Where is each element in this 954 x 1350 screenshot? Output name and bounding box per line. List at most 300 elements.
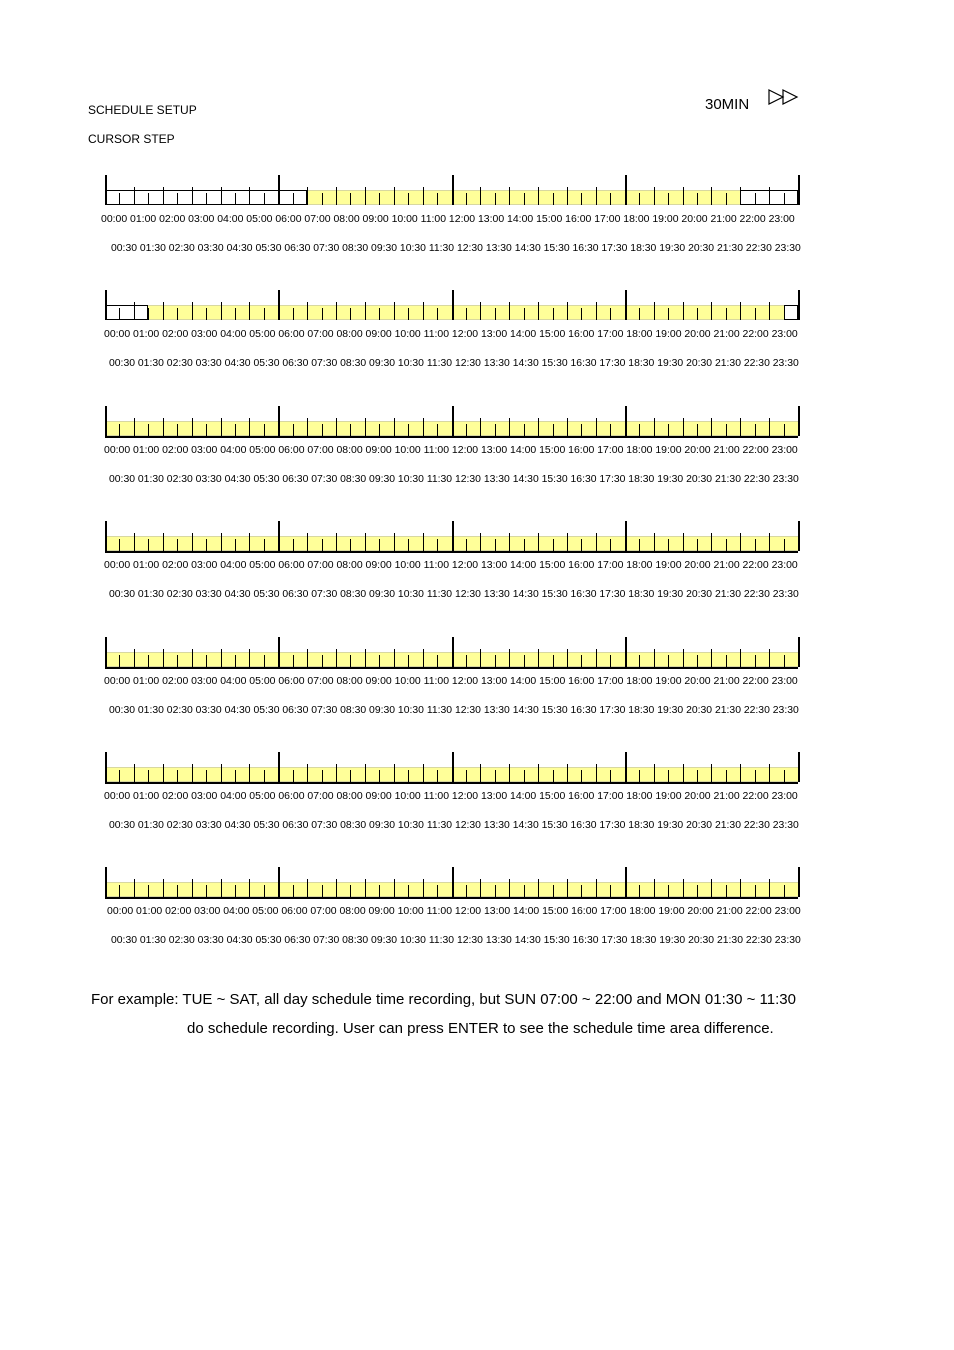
time-slot[interactable] [307, 767, 321, 782]
time-slot[interactable] [105, 882, 119, 897]
schedule-track[interactable] [105, 867, 798, 899]
time-slot[interactable] [365, 882, 379, 897]
time-slot[interactable] [711, 652, 725, 667]
time-slot[interactable] [163, 882, 177, 897]
time-slot[interactable] [668, 767, 682, 782]
time-slot[interactable] [711, 421, 725, 436]
time-slot[interactable] [726, 882, 740, 897]
time-slot[interactable] [495, 767, 509, 782]
time-slot[interactable] [625, 190, 639, 205]
time-slot[interactable] [683, 882, 697, 897]
time-slot[interactable] [683, 305, 697, 320]
time-slot[interactable] [755, 536, 769, 551]
time-slot[interactable] [148, 421, 162, 436]
time-slot[interactable] [163, 421, 177, 436]
time-slot[interactable] [740, 767, 754, 782]
time-slot[interactable] [336, 421, 350, 436]
time-slot[interactable] [726, 305, 740, 320]
time-slot[interactable] [336, 305, 350, 320]
time-slot[interactable] [538, 652, 552, 667]
time-slot[interactable] [625, 882, 639, 897]
time-slot[interactable] [466, 190, 480, 205]
time-slot[interactable] [553, 882, 567, 897]
time-slot[interactable] [163, 767, 177, 782]
time-slot[interactable] [581, 652, 595, 667]
time-slot[interactable] [581, 190, 595, 205]
time-slot[interactable] [365, 190, 379, 205]
time-slot[interactable] [538, 882, 552, 897]
time-slot[interactable] [278, 767, 292, 782]
time-slot[interactable] [350, 305, 364, 320]
time-slot[interactable] [639, 882, 653, 897]
time-slot[interactable] [509, 767, 523, 782]
time-slot[interactable] [610, 421, 624, 436]
time-slot[interactable] [206, 421, 220, 436]
time-slot[interactable] [581, 882, 595, 897]
time-slot[interactable] [567, 536, 581, 551]
time-slot[interactable] [134, 652, 148, 667]
time-slot[interactable] [350, 421, 364, 436]
time-slot[interactable] [394, 536, 408, 551]
time-slot[interactable] [206, 767, 220, 782]
time-slot[interactable] [581, 421, 595, 436]
time-slot[interactable] [249, 305, 263, 320]
time-slot[interactable] [567, 652, 581, 667]
time-slot[interactable] [437, 652, 451, 667]
time-slot[interactable] [423, 652, 437, 667]
time-slot[interactable] [755, 652, 769, 667]
time-slot[interactable] [755, 882, 769, 897]
time-slot[interactable] [596, 536, 610, 551]
time-slot[interactable] [755, 421, 769, 436]
time-slot[interactable] [683, 190, 697, 205]
time-slot[interactable] [784, 652, 798, 667]
time-slot[interactable] [119, 536, 133, 551]
time-slot[interactable] [293, 767, 307, 782]
time-slot[interactable] [509, 305, 523, 320]
time-slot[interactable] [163, 536, 177, 551]
time-slot[interactable] [278, 652, 292, 667]
time-slot[interactable] [119, 652, 133, 667]
time-slot[interactable] [423, 421, 437, 436]
time-slot[interactable] [466, 652, 480, 667]
time-slot[interactable] [509, 421, 523, 436]
time-slot[interactable] [336, 882, 350, 897]
time-slot[interactable] [524, 652, 538, 667]
time-slot[interactable] [495, 652, 509, 667]
time-slot[interactable] [740, 652, 754, 667]
time-slot[interactable] [683, 652, 697, 667]
time-slot[interactable] [206, 536, 220, 551]
time-slot[interactable] [524, 305, 538, 320]
time-slot[interactable] [105, 536, 119, 551]
time-slot[interactable] [697, 652, 711, 667]
time-slot[interactable] [408, 882, 422, 897]
time-slot[interactable] [235, 652, 249, 667]
time-slot[interactable] [408, 190, 422, 205]
time-slot[interactable] [755, 767, 769, 782]
time-slot[interactable] [177, 421, 191, 436]
time-slot[interactable] [452, 882, 466, 897]
time-slot[interactable] [654, 190, 668, 205]
time-slot[interactable] [625, 767, 639, 782]
schedule-track[interactable] [105, 521, 798, 553]
time-slot[interactable] [452, 421, 466, 436]
time-slot[interactable] [408, 305, 422, 320]
time-slot[interactable] [134, 882, 148, 897]
time-slot[interactable] [683, 767, 697, 782]
time-slot[interactable] [553, 652, 567, 667]
time-slot[interactable] [177, 305, 191, 320]
time-slot[interactable] [264, 767, 278, 782]
time-slot[interactable] [423, 767, 437, 782]
time-slot[interactable] [437, 882, 451, 897]
time-slot[interactable] [336, 536, 350, 551]
time-slot[interactable] [221, 767, 235, 782]
time-slot[interactable] [726, 536, 740, 551]
time-slot[interactable] [654, 536, 668, 551]
time-slot[interactable] [610, 536, 624, 551]
time-slot[interactable] [278, 882, 292, 897]
time-slot[interactable] [495, 190, 509, 205]
time-slot[interactable] [177, 882, 191, 897]
time-slot[interactable] [206, 305, 220, 320]
time-slot[interactable] [379, 421, 393, 436]
time-slot[interactable] [293, 882, 307, 897]
time-slot[interactable] [278, 421, 292, 436]
time-slot[interactable] [322, 421, 336, 436]
time-slot[interactable] [394, 767, 408, 782]
time-slot[interactable] [509, 652, 523, 667]
time-slot[interactable] [480, 767, 494, 782]
schedule-track[interactable] [105, 175, 798, 207]
time-slot[interactable] [668, 305, 682, 320]
time-slot[interactable] [755, 305, 769, 320]
time-slot[interactable] [148, 767, 162, 782]
time-slot[interactable] [553, 421, 567, 436]
cursor-step-value[interactable]: 30MIN [705, 96, 750, 113]
time-slot[interactable] [350, 767, 364, 782]
time-slot[interactable] [610, 190, 624, 205]
time-slot[interactable] [524, 190, 538, 205]
time-slot[interactable] [322, 767, 336, 782]
time-slot[interactable] [654, 767, 668, 782]
time-slot[interactable] [235, 767, 249, 782]
time-slot[interactable] [221, 882, 235, 897]
time-slot[interactable] [553, 305, 567, 320]
time-slot[interactable] [625, 305, 639, 320]
time-slot[interactable] [596, 882, 610, 897]
time-slot[interactable] [538, 767, 552, 782]
time-slot[interactable] [509, 536, 523, 551]
time-slot[interactable] [452, 536, 466, 551]
time-slot[interactable] [379, 536, 393, 551]
time-slot[interactable] [784, 536, 798, 551]
time-slot[interactable] [480, 305, 494, 320]
time-slot[interactable] [452, 652, 466, 667]
time-slot[interactable] [307, 882, 321, 897]
time-slot[interactable] [784, 882, 798, 897]
time-slot[interactable] [221, 421, 235, 436]
time-slot[interactable] [452, 767, 466, 782]
time-slot[interactable] [567, 882, 581, 897]
time-slot[interactable] [524, 536, 538, 551]
time-slot[interactable] [740, 882, 754, 897]
time-slot[interactable] [697, 421, 711, 436]
time-slot[interactable] [192, 767, 206, 782]
time-slot[interactable] [654, 652, 668, 667]
time-slot[interactable] [784, 767, 798, 782]
time-slot[interactable] [350, 882, 364, 897]
time-slot[interactable] [524, 421, 538, 436]
time-slot[interactable] [119, 882, 133, 897]
time-slot[interactable] [784, 421, 798, 436]
time-slot[interactable] [480, 536, 494, 551]
time-slot[interactable] [235, 421, 249, 436]
time-slot[interactable] [524, 767, 538, 782]
time-slot[interactable] [466, 536, 480, 551]
schedule-track[interactable] [105, 752, 798, 784]
time-slot[interactable] [350, 190, 364, 205]
time-slot[interactable] [293, 305, 307, 320]
time-slot[interactable] [365, 767, 379, 782]
time-slot[interactable] [423, 882, 437, 897]
time-slot[interactable] [740, 536, 754, 551]
time-slot[interactable] [668, 882, 682, 897]
time-slot[interactable] [596, 767, 610, 782]
time-slot[interactable] [509, 882, 523, 897]
time-slot[interactable] [567, 190, 581, 205]
time-slot[interactable] [639, 652, 653, 667]
time-slot[interactable] [322, 305, 336, 320]
time-slot[interactable] [336, 190, 350, 205]
time-slot[interactable] [293, 421, 307, 436]
time-slot[interactable] [553, 536, 567, 551]
time-slot[interactable] [119, 767, 133, 782]
time-slot[interactable] [119, 421, 133, 436]
time-slot[interactable] [437, 305, 451, 320]
time-slot[interactable] [221, 305, 235, 320]
time-slot[interactable] [495, 421, 509, 436]
time-slot[interactable] [711, 882, 725, 897]
time-slot[interactable] [683, 421, 697, 436]
time-slot[interactable] [408, 421, 422, 436]
time-slot[interactable] [423, 536, 437, 551]
time-slot[interactable] [235, 882, 249, 897]
time-slot[interactable] [596, 652, 610, 667]
time-slot[interactable] [697, 305, 711, 320]
time-slot[interactable] [610, 767, 624, 782]
time-slot[interactable] [769, 652, 783, 667]
time-slot[interactable] [394, 652, 408, 667]
time-slot[interactable] [437, 190, 451, 205]
time-slot[interactable] [567, 767, 581, 782]
time-slot[interactable] [192, 652, 206, 667]
time-slot[interactable] [134, 536, 148, 551]
time-slot[interactable] [711, 190, 725, 205]
time-slot[interactable] [553, 190, 567, 205]
time-slot[interactable] [509, 190, 523, 205]
time-slot[interactable] [726, 421, 740, 436]
time-slot[interactable] [480, 190, 494, 205]
time-slot[interactable] [264, 536, 278, 551]
time-slot[interactable] [105, 652, 119, 667]
time-slot[interactable] [221, 652, 235, 667]
time-slot[interactable] [654, 305, 668, 320]
time-slot[interactable] [235, 536, 249, 551]
time-slot[interactable] [466, 882, 480, 897]
time-slot[interactable] [581, 536, 595, 551]
time-slot[interactable] [293, 536, 307, 551]
schedule-track[interactable] [105, 290, 798, 322]
time-slot[interactable] [639, 305, 653, 320]
time-slot[interactable] [711, 536, 725, 551]
time-slot[interactable] [365, 305, 379, 320]
time-slot[interactable] [221, 536, 235, 551]
time-slot[interactable] [538, 421, 552, 436]
time-slot[interactable] [163, 652, 177, 667]
time-slot[interactable] [480, 652, 494, 667]
time-slot[interactable] [379, 882, 393, 897]
time-slot[interactable] [192, 882, 206, 897]
time-slot[interactable] [726, 652, 740, 667]
time-slot[interactable] [264, 305, 278, 320]
time-slot[interactable] [307, 421, 321, 436]
time-slot[interactable] [307, 190, 321, 205]
time-slot[interactable] [423, 190, 437, 205]
time-slot[interactable] [668, 652, 682, 667]
time-slot[interactable] [322, 882, 336, 897]
time-slot[interactable] [177, 652, 191, 667]
time-slot[interactable] [235, 305, 249, 320]
time-slot[interactable] [769, 305, 783, 320]
time-slot[interactable] [740, 421, 754, 436]
time-slot[interactable] [134, 421, 148, 436]
time-slot[interactable] [625, 536, 639, 551]
time-slot[interactable] [249, 536, 263, 551]
time-slot[interactable] [437, 421, 451, 436]
time-slot[interactable] [480, 421, 494, 436]
time-slot[interactable] [134, 767, 148, 782]
time-slot[interactable] [307, 536, 321, 551]
time-slot[interactable] [495, 305, 509, 320]
time-slot[interactable] [726, 190, 740, 205]
time-slot[interactable] [437, 767, 451, 782]
time-slot[interactable] [668, 190, 682, 205]
time-slot[interactable] [639, 767, 653, 782]
time-slot[interactable] [711, 767, 725, 782]
time-slot[interactable] [148, 305, 162, 320]
time-slot[interactable] [307, 652, 321, 667]
time-slot[interactable] [610, 882, 624, 897]
time-slot[interactable] [105, 421, 119, 436]
time-slot[interactable] [307, 305, 321, 320]
time-slot[interactable] [740, 305, 754, 320]
time-slot[interactable] [726, 767, 740, 782]
time-slot[interactable] [610, 652, 624, 667]
time-slot[interactable] [639, 421, 653, 436]
time-slot[interactable] [322, 652, 336, 667]
time-slot[interactable] [423, 305, 437, 320]
time-slot[interactable] [264, 882, 278, 897]
time-slot[interactable] [249, 421, 263, 436]
time-slot[interactable] [264, 652, 278, 667]
fast-forward-icon[interactable] [767, 88, 801, 106]
time-slot[interactable] [639, 190, 653, 205]
time-slot[interactable] [596, 190, 610, 205]
time-slot[interactable] [466, 305, 480, 320]
time-slot[interactable] [163, 305, 177, 320]
time-slot[interactable] [379, 305, 393, 320]
time-slot[interactable] [668, 421, 682, 436]
time-slot[interactable] [379, 652, 393, 667]
time-slot[interactable] [336, 767, 350, 782]
time-slot[interactable] [379, 767, 393, 782]
time-slot[interactable] [365, 536, 379, 551]
time-slot[interactable] [581, 767, 595, 782]
time-slot[interactable] [495, 882, 509, 897]
time-slot[interactable] [148, 652, 162, 667]
time-slot[interactable] [697, 190, 711, 205]
time-slot[interactable] [322, 536, 336, 551]
time-slot[interactable] [495, 536, 509, 551]
time-slot[interactable] [466, 767, 480, 782]
time-slot[interactable] [394, 421, 408, 436]
time-slot[interactable] [408, 536, 422, 551]
time-slot[interactable] [192, 421, 206, 436]
time-slot[interactable] [452, 190, 466, 205]
time-slot[interactable] [769, 421, 783, 436]
time-slot[interactable] [567, 305, 581, 320]
time-slot[interactable] [148, 536, 162, 551]
time-slot[interactable] [654, 421, 668, 436]
time-slot[interactable] [538, 305, 552, 320]
time-slot[interactable] [625, 652, 639, 667]
time-slot[interactable] [610, 305, 624, 320]
time-slot[interactable] [177, 767, 191, 782]
time-slot[interactable] [278, 536, 292, 551]
time-slot[interactable] [538, 190, 552, 205]
time-slot[interactable] [105, 767, 119, 782]
time-slot[interactable] [249, 882, 263, 897]
time-slot[interactable] [379, 190, 393, 205]
time-slot[interactable] [394, 882, 408, 897]
time-slot[interactable] [567, 421, 581, 436]
time-slot[interactable] [769, 536, 783, 551]
time-slot[interactable] [668, 536, 682, 551]
time-slot[interactable] [206, 882, 220, 897]
time-slot[interactable] [394, 305, 408, 320]
time-slot[interactable] [365, 652, 379, 667]
time-slot[interactable] [408, 652, 422, 667]
time-slot[interactable] [293, 652, 307, 667]
time-slot[interactable] [711, 305, 725, 320]
time-slot[interactable] [581, 305, 595, 320]
time-slot[interactable] [654, 882, 668, 897]
time-slot[interactable] [148, 882, 162, 897]
time-slot[interactable] [249, 767, 263, 782]
time-slot[interactable] [192, 305, 206, 320]
time-slot[interactable] [466, 421, 480, 436]
time-slot[interactable] [596, 421, 610, 436]
time-slot[interactable] [394, 190, 408, 205]
time-slot[interactable] [639, 536, 653, 551]
time-slot[interactable] [437, 536, 451, 551]
time-slot[interactable] [408, 767, 422, 782]
time-slot[interactable] [625, 421, 639, 436]
time-slot[interactable] [697, 882, 711, 897]
schedule-track[interactable] [105, 406, 798, 438]
